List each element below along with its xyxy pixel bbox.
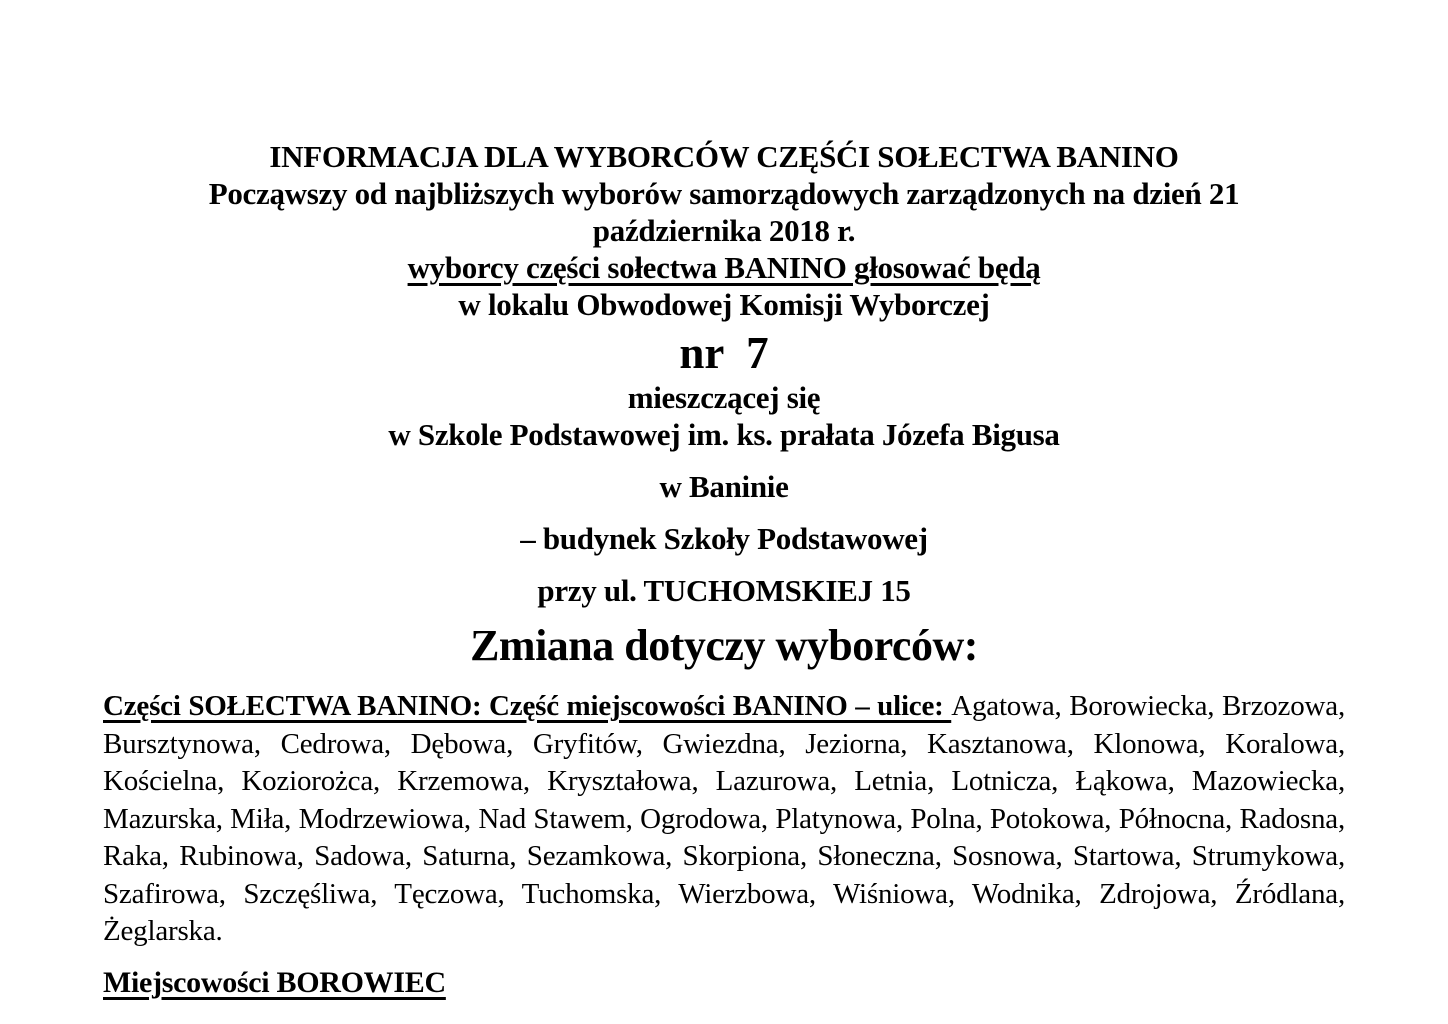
voters-underlined-text: wyborcy części sołectwa BANINO głosować będą (407, 250, 1041, 285)
streets-lead-text: Części SOŁECTWA BANINO: Część miejscowości BANINO – ulice: (103, 690, 952, 722)
locality-heading: Miejscowości BOROWIEC (103, 965, 446, 999)
location-line: w lokalu Obwodowej Komisji Wyborczej (458, 287, 990, 322)
commission-number: nr 7 (679, 328, 769, 378)
locality-heading-row (103, 951, 1345, 1001)
voters-underlined-line (103, 249, 1345, 286)
intro-line-2: października 2018 r. (592, 213, 856, 248)
building-line: – budynek Szkoły Podstawowej (520, 521, 928, 556)
change-heading: Zmiana dotyczy wyborców: (470, 621, 978, 670)
school-line: w Szkole Podstawowej im. ks. prałata Józefa Bigusa (388, 417, 1060, 452)
intro-line-1: Począwszy od najbliższych wyborów samorządowych zarządzonych na dzień 21 (208, 176, 1240, 211)
located-line: mieszczącej się (627, 380, 821, 415)
address-line: przy ul. TUCHOMSKIEJ 15 (537, 573, 911, 608)
streets-list-text: Agatowa, Borowiecka, Brzozowa, Bursztynowa, Cedrowa, Dębowa, Gryfitów, Gwiezdna, Jeziorna, Kasztanowa, Klonowa, Koralowa, Kościelna, Koziorożca, Krzemowa, Kryształowa, Lazurowa, Letnia, Lotnicza, Łąkowa, Mazowiecka, Mazurska, Miła, Modrzewiowa, Nad Stawem, Ogrodowa, Platynowa, Polna, Potokowa, Północna, Radosna, Raka, Rubinowa, Sadowa, Saturna, Sezamkowa, Skorpiona, Słoneczna, Sosnowa, Startowa, Strumykowa, Szafirowa, Szczęśliwa, Tęczowa, Tuchomska, Wierzbowa, Wiśniowa, Wodnika, Zdrojowa, Źródlana, Żeglarska. (103, 690, 1345, 947)
streets-paragraph (103, 688, 1345, 951)
town-line: w Baninie (659, 469, 789, 504)
document-title: INFORMACJA DLA WYBORCÓW CZĘŚĆI SOŁECTWA BANINO (269, 139, 1179, 174)
